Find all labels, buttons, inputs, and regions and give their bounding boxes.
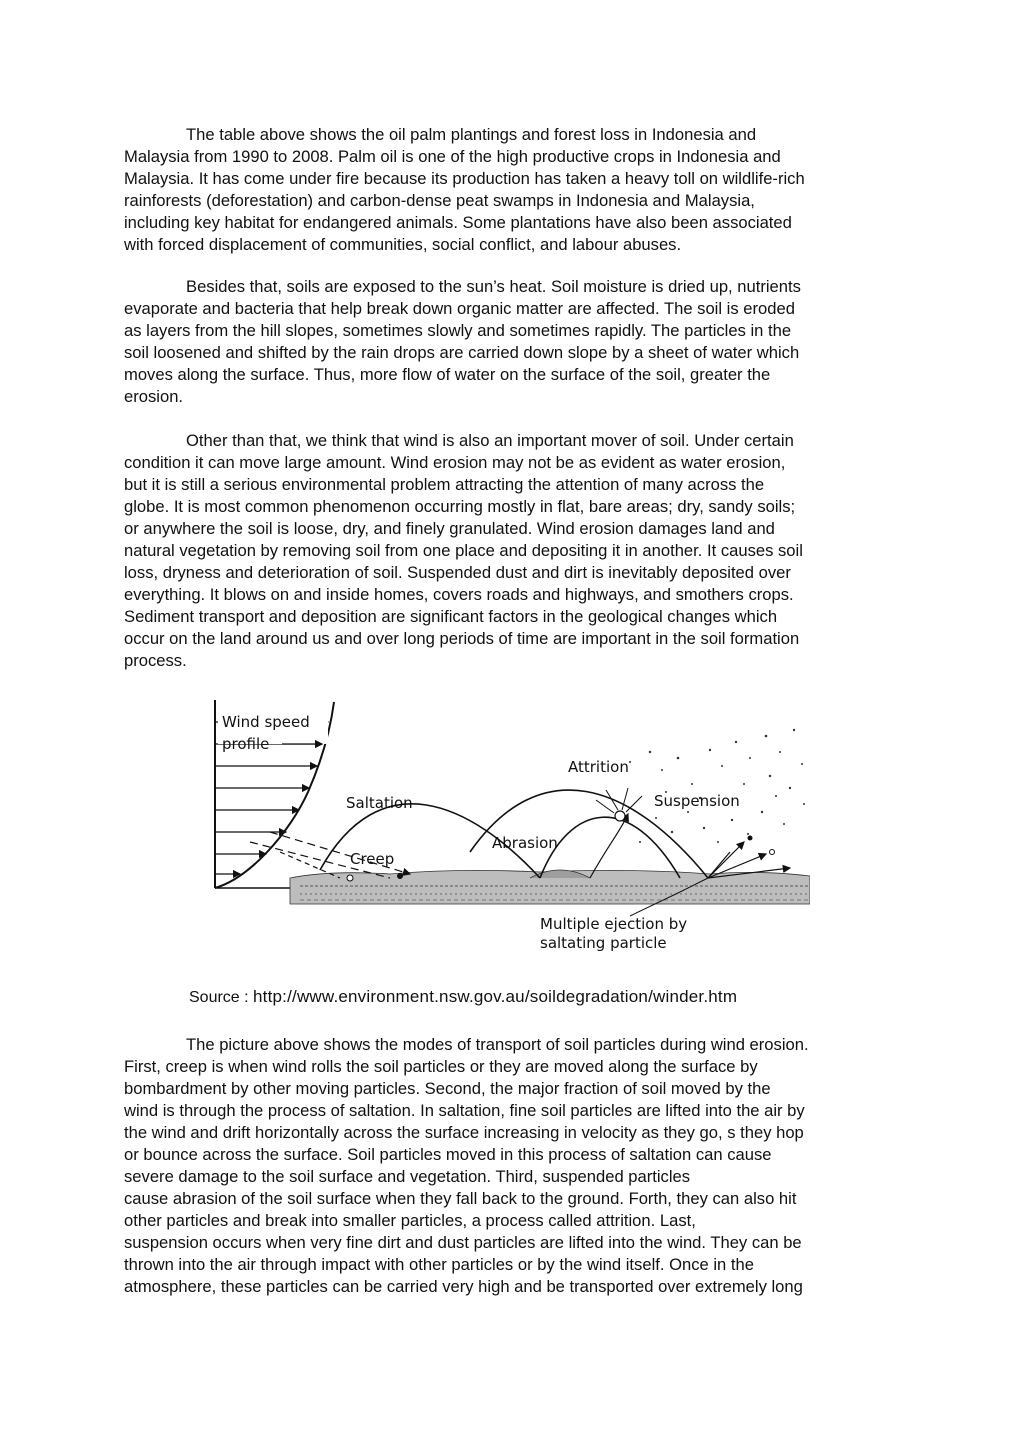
paragraph-soil-heat	[124, 276, 904, 408]
label-suspension: Suspension	[654, 792, 740, 810]
text-line: including key habitat for endangered animals. Some plantations have also been associated	[124, 213, 792, 232]
text-line: Other than that, we think that wind is also an important mover of soil. Under certain	[186, 431, 794, 450]
text-line: soil loosened and shifted by the rain drops are carried down slope by a sheet of water which	[124, 343, 800, 362]
label-abrasion: Abrasion	[492, 834, 558, 852]
label-profile: profile	[222, 735, 270, 753]
text-line: rainforests (deforestation) and carbon-dense peat swamps in Indonesia and Malaysia,	[124, 191, 755, 210]
text-line: Besides that, soils are exposed to the sun’s heat. Soil moisture is dried up, nutrients	[186, 277, 801, 296]
source-label: Source :	[189, 989, 254, 1006]
text-line: suspension occurs when very fine dirt and dust particles are lifted into the wind. They can be	[124, 1233, 802, 1252]
label-saltation: Saltation	[346, 794, 413, 812]
text-line: as layers from the hill slopes, sometimes slowly and sometimes rapidly. The particles in the	[124, 321, 792, 340]
text-line: with forced displacement of communities, social conflict, and labour abuses.	[124, 235, 682, 254]
text-line: but it is still a serious environmental problem attracting the attention of many across the	[124, 475, 765, 494]
text-line: everything. It blows on and inside homes, covers roads and highways, and smothers crops.	[124, 585, 794, 604]
attrition-splash	[568, 758, 642, 821]
text-line: or anywhere the soil is loose, dry, and finely granulated. Wind erosion damages land and	[124, 519, 775, 538]
paragraph-transport-modes	[124, 1034, 904, 1298]
text-line: occur on the land around us and over long periods of time are important in the soil formation	[124, 629, 800, 648]
wind-speed-profile	[215, 700, 334, 888]
source-url: http://www.environment.nsw.gov.au/soildegradation/winder.htm	[253, 987, 738, 1006]
text-line: evaporate and bacteria that help break down organic matter are affected. The soil is eroded	[124, 299, 795, 318]
paragraph-wind-erosion	[124, 430, 904, 672]
text-line: or bounce across the surface. Soil particles moved in this process of saltation can cause	[124, 1145, 772, 1164]
text-line: The table above shows the oil palm plantings and forest loss in Indonesia and	[186, 125, 757, 144]
text-line: bombardment by other moving particles. Second, the major fraction of soil moved by the	[124, 1079, 771, 1098]
text-line: severe damage to the soil surface and vegetation. Third, suspended particles	[124, 1167, 691, 1186]
text-line: natural vegetation by removing soil from one place and depositing it in another. It causes soil	[124, 541, 803, 560]
text-line: cause abrasion of the soil surface when they fall back to the ground. Forth, they can also hit	[124, 1189, 797, 1208]
label-attrition: Attrition	[568, 758, 629, 776]
text-line: moves along the surface. Thus, more flow of water on the surface of the soil, greater the	[124, 365, 771, 384]
text-line: Sediment transport and deposition are significant factors in the geological changes which	[124, 607, 778, 626]
text-line: globe. It is most common phenomenon occurring mostly in flat, bare areas; dry, sandy soils;	[124, 497, 796, 516]
text-line: other particles and break into smaller particles, a process called attrition. Last,	[124, 1211, 696, 1230]
wind-erosion-diagram	[210, 692, 810, 960]
text-line: process.	[124, 651, 187, 670]
wind-erosion-svg	[210, 692, 810, 960]
text-line: the wind and drift horizontally across the surface increasing in velocity as they go, s they hop	[124, 1123, 804, 1142]
text-line: Malaysia. It has come under fire because its production has taken a heavy toll on wildlife-rich	[124, 169, 805, 188]
text-line: The picture above shows the modes of transport of soil particles during wind erosion.	[186, 1035, 809, 1054]
text-line: wind is through the process of saltation. In saltation, fine soil particles are lifted into the air by	[124, 1101, 805, 1120]
label-creep: Creep	[350, 850, 395, 868]
figure-source	[189, 986, 737, 1009]
label-multiple-ejection-2: saltating particle	[540, 934, 667, 952]
label-wind-speed: Wind speed	[222, 713, 310, 731]
paragraph-oil-palm	[124, 124, 904, 256]
text-line: erosion.	[124, 387, 184, 406]
text-line: Malaysia from 1990 to 2008. Palm oil is one of the high productive crops in Indonesia and	[124, 147, 781, 166]
text-line: loss, dryness and deterioration of soil. Suspended dust and dirt is inevitably deposited over	[124, 563, 791, 582]
text-line: atmosphere, these particles can be carried very high and be transported over extremely long	[124, 1277, 803, 1296]
text-line: condition it can move large amount. Wind erosion may not be as evident as water erosion,	[124, 453, 786, 472]
ground-surface	[215, 870, 810, 904]
label-multiple-ejection-1: Multiple ejection by	[540, 915, 688, 933]
text-line: First, creep is when wind rolls the soil particles or they are moved along the surface by	[124, 1057, 758, 1076]
text-line: thrown into the air through impact with other particles or by the wind itself. Once in the	[124, 1255, 754, 1274]
